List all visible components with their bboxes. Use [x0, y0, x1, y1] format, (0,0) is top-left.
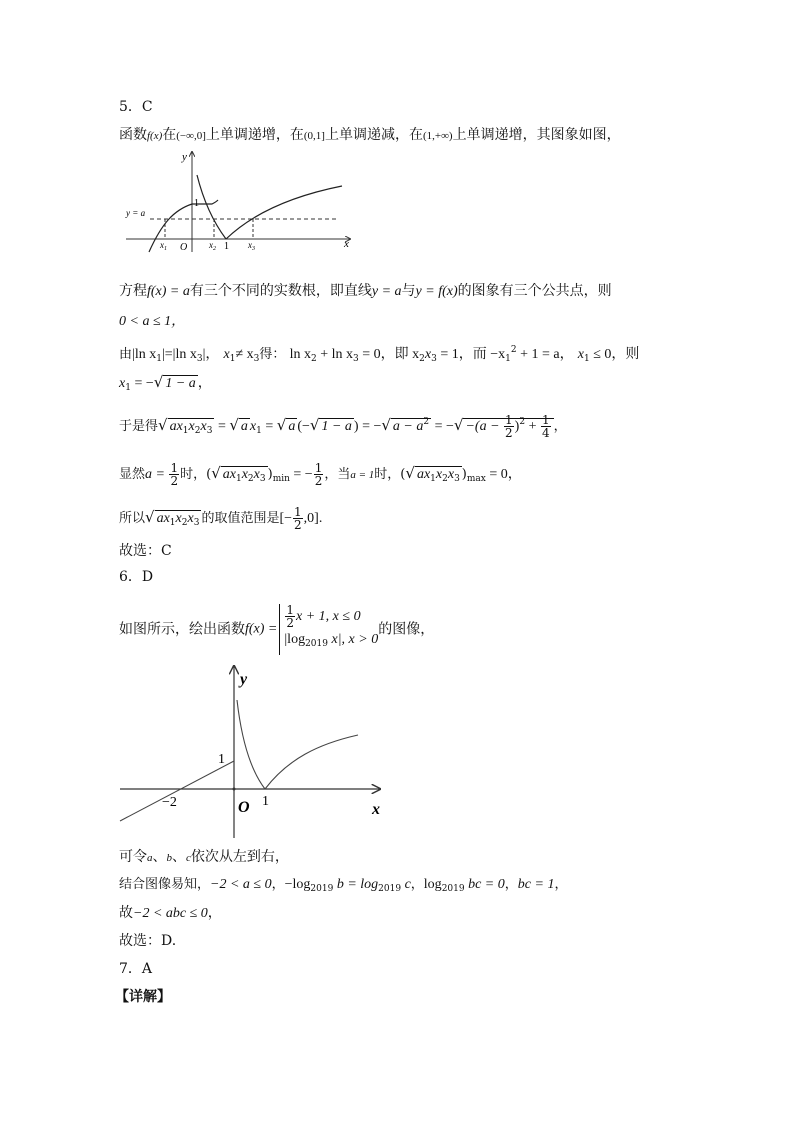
- q5-line5: $x_1$ = −√ 1 − a ，: [119, 373, 212, 393]
- q6-one-x: 1: [262, 794, 269, 809]
- q5-origin: O: [180, 242, 188, 253]
- q6-line3: 结合图像易知，−2 < a ≤ 0，$-\log_{2019}$ $b = \log_{2019} c$，$\log_{2019}$ bc = 0，bc = 1，: [119, 877, 568, 894]
- q5-x3-label: $x_3$: [248, 240, 255, 252]
- q5-y-label: y: [182, 151, 187, 163]
- q6-origin-dot: [233, 788, 236, 791]
- q6-origin: O: [238, 799, 250, 816]
- q5-line1: 函数f(x)在(−∞,0]上单调递增，在(0,1]上单调递减，在(1,+∞)上单调递增，其图象如图，: [119, 127, 621, 143]
- q6-linear-piece: [120, 761, 234, 821]
- q6-minus-two: −2: [162, 795, 177, 810]
- q5-choice: 故选：C: [119, 543, 172, 559]
- q5-line7: 显然a = $\frac{1}{2}$ 时，(√ $ax_1x_2x_3$ )$_{min}$ = − $\frac{1}{2}$ ，当a = 1时，(√ $ax_1x_2x_3$ )$_{max} = 0$，: [119, 461, 522, 488]
- q5-function-graph: [122, 148, 358, 256]
- q6-line4: 故−2 < abc ≤ 0，: [119, 905, 222, 921]
- q6-y-label: y: [240, 671, 248, 688]
- q5-one-x: 1: [224, 241, 229, 252]
- q5-x-label: x: [344, 238, 349, 250]
- q6-function-graph: [118, 664, 390, 842]
- q5-line3: 0 < a ≤ 1，: [119, 314, 186, 329]
- q5-line8: 所以√ $ax_1x_2x_3$ 的取值范围是[− $\frac{1}{2}$ ,0].: [119, 505, 323, 532]
- q7-answer: 7．A: [119, 961, 153, 977]
- q5-line2: 方程f(x) = a有三个不同的实数根，即直线y = a与y = f(x)的图象有三个公共点，则: [119, 283, 612, 299]
- q6-log-increasing: [265, 735, 358, 789]
- q5-line6: 于是得√ $ax_1x_2x_3$ = √ a $x_1$ = √ a (−√ 1 − a ) = −√ $a - a^2$ = −√ −(a − $\frac{1}{2}$ )$^2$ + $\frac{1}{4}$ ，: [119, 413, 567, 440]
- q5-curve-middle: [197, 175, 226, 239]
- q6-choice: 故选：D.: [119, 933, 177, 949]
- q5-curve-right: [226, 186, 342, 239]
- q5-answer: 5．C: [119, 99, 153, 115]
- q6-line1: 如图所示，绘出函数f(x) = $\frac{1}{2}$ x + 1, x ≤ 0 $|\log_{2019}$ x|, x > 0 的图像，: [119, 604, 434, 655]
- q6-x-label: x: [372, 801, 380, 818]
- q6-one-y: 1: [218, 752, 225, 767]
- q7-detail-heading: 【详解】: [115, 989, 171, 1005]
- q5-line4: 由|ln $x_1|=|\ln$ $x_3|$， $x_1\ne x_3$得： $\ln x_2 + \ln x_3 = 0$，即 $x_2x_3 = 1$，而 $-x_1^2 + 1 = a$， $x_1 \le 0$，则: [119, 345, 640, 364]
- q5-x2-label: $x_2$: [209, 240, 216, 252]
- q5-x1-label: $x_1$: [160, 240, 167, 252]
- q5-one-y: 1: [194, 198, 199, 209]
- q5-y-eq-a-label: y = a: [126, 208, 146, 218]
- q6-log-decreasing: [237, 700, 265, 789]
- q6-line2: 可令a、b、c依次从左到右，: [119, 849, 289, 865]
- q6-answer: 6．D: [119, 569, 154, 585]
